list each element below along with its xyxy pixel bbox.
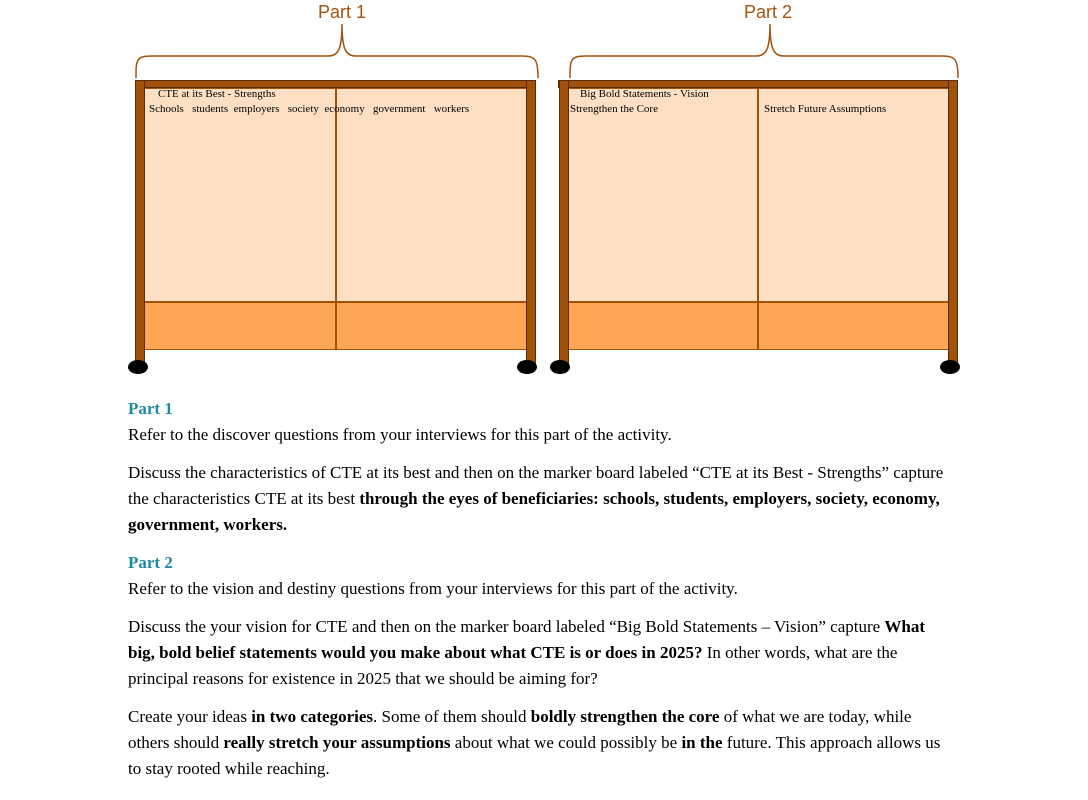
board-frame-top: [558, 80, 958, 88]
part2-brace: [566, 20, 962, 80]
part2-heading: Part 2: [128, 553, 173, 572]
part2-p2-tail: In other words, what are the principal reasons for existence in 2025 that we should be aiming for?: [128, 643, 898, 688]
board-left-leg: [559, 80, 569, 366]
board-wheel-left: [550, 360, 570, 374]
board2-col2-label: Stretch Future Assumptions: [764, 103, 887, 115]
p3-h: in the: [681, 733, 723, 752]
board-wheel-left: [128, 360, 148, 374]
p3-e: of what we are today, while others should: [128, 707, 912, 752]
part2-paragraph-1: Refer to the vision and destiny questions from your interviews for this part of the activity.: [128, 579, 738, 598]
part2-paragraph-3: [128, 704, 948, 782]
part2-paragraph-2: [128, 614, 948, 692]
board-divider: [335, 88, 337, 350]
part1-label: Part 1: [318, 2, 367, 22]
part2-label: Part 2: [744, 2, 793, 22]
board-divider: [757, 88, 759, 350]
part1-p2-bold: through the eyes of beneficiaries: schools, students, employers, society, economy, government, workers.: [128, 489, 940, 534]
board-frame-top: [136, 80, 536, 88]
p3-b: in two categories: [251, 707, 374, 726]
part2-p2-bold: What big, bold belief statements would you make about what CTE is or does in 2025?: [128, 617, 926, 662]
instructions-document: [128, 396, 948, 794]
part1-p2-text: Discuss the characteristics of CTE at its best and then on the marker board labeled “CTE at its Best - Strengths” capture the characteristics CTE at its best: [128, 463, 944, 508]
p3-c: . Some of them should: [373, 707, 531, 726]
board-left-leg: [135, 80, 145, 366]
board2-col1-label: Strengthen the Core: [570, 103, 658, 115]
part1-paragraph-1: Refer to the discover questions from your interviews for this part of the activity.: [128, 425, 672, 444]
board-wheel-right: [940, 360, 960, 374]
part2-p2-text: Discuss the your vision for CTE and then on the marker board labeled “Big Bold Statements – Vision” capture: [128, 617, 885, 636]
marker-board-strengths: [128, 80, 542, 352]
p3-i: future. This approach allows us to stay rooted while reaching.: [128, 733, 941, 778]
part2-section: [128, 550, 948, 782]
board1-title: CTE at its Best - Strengths: [158, 88, 276, 100]
board1-subtitle: Schools students employers society economy government workers: [149, 103, 470, 115]
board-right-leg: [526, 80, 536, 366]
marker-board-vision: [550, 80, 964, 352]
p3-d: boldly strengthen the core: [530, 707, 720, 726]
part1-paragraph-2: [128, 460, 948, 538]
board-tray-line: [566, 301, 950, 303]
p3-f: really stretch your assumptions: [223, 733, 451, 752]
board2-title: Big Bold Statements - Vision: [580, 88, 709, 100]
part1-brace: [132, 20, 542, 80]
board-right-leg: [948, 80, 958, 366]
part1-heading: Part 1: [128, 399, 173, 418]
p3-g: about what we could possibly be: [450, 733, 682, 752]
part1-section: [128, 396, 948, 538]
p3-a: Create your ideas: [128, 707, 252, 726]
board-tray-line: [144, 301, 528, 303]
board-wheel-right: [517, 360, 537, 374]
